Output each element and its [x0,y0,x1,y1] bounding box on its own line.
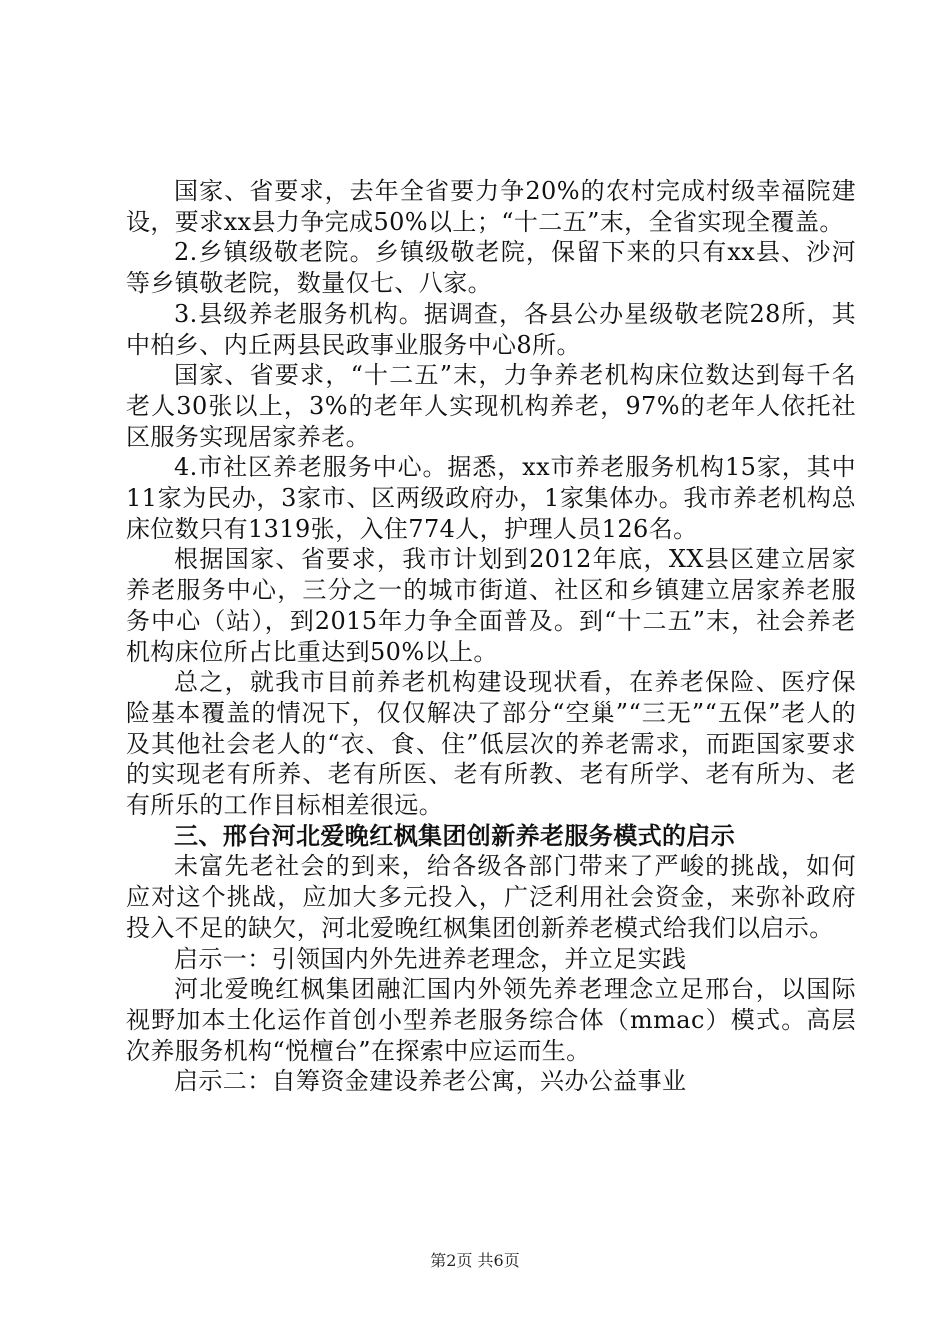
section-heading: 三、邢台河北爱晚红枫集团创新养老服务模式的启示 [174,821,736,850]
paragraph-county-institutions: 3.县级养老服务机构。据调查，各县公办星级敬老院28所，其中柏乡、内丘两县民政事业服务中心8所。 [126,299,856,359]
paragraph-summary: 总之，就我市目前养老机构建设现状看，在养老保险、医疗保险基本覆盖的情况下，仅仅解决了部分“空巢”“三无”“五保”老人的及其他社会老人的“衣、食、住”低层次的养老需求，而距国家要求的实现老有所养、老有所医、老有所教、老有所学、老有所为、老有所乐的工作目标相差很远。 [126,668,856,820]
paragraph-bed-targets: 国家、省要求，“十二五”末，力争养老机构床位数达到每千名老人30张以上，3%的老年人实现机构养老，97%的老年人依托社区服务实现居家养老。 [126,361,856,451]
paragraph-city-service-centers: 4.市社区养老服务中心。据悉，xx市养老服务机构15家，其中11家为民办，3家市、区两级政府办，1家集体办。我市养老机构总床位数只有1319张，入住774人，护理人员126名。 [126,453,856,543]
paragraph-challenge: 未富先老社会的到来，给各级各部门带来了严峻的挑战，如何应对这个挑战，应加大多元投入，广泛利用社会资金，来弥补政府投入不足的缺欠，河北爱晚红枫集团创新养老模式给我们以启示。 [126,852,856,942]
paragraph-village-requirement: 国家、省要求，去年全省要力争20%的农村完成村级幸福院建设，要求xx县力争完成50%以上；“十二五”末，全省实现全覆盖。 [126,177,856,236]
paragraph-township-nursing-homes: 2.乡镇级敬老院。乡镇级敬老院，保留下来的只有xx县、沙河等乡镇敬老院，数量仅七、八家。 [126,238,856,298]
document-body [126,176,856,1097]
paragraph-insight-two-title: 启示二：自筹资金建设养老公寓，兴办公益事业 [174,1067,687,1096]
paragraph-insight-one-body: 河北爱晚红枫集团融汇国内外领先养老理念立足邢台，以国际视野加本土化运作首创小型养老服务综合体（mmac）模式。高层次养服务机构“悦檀台”在探索中应运而生。 [126,975,856,1065]
paragraph-city-plan: 根据国家、省要求，我市计划到2012年底，XX县区建立居家养老服务中心，三分之一的城市街道、社区和乡镇建立居家养老服务中心（站），到2015年力争全面普及。到“十二五”末，社会养老机构床位所占比重达到50%以上。 [126,545,856,666]
page-number-footer: 第2页 共6页 [430,1251,520,1270]
paragraph-insight-one-title: 启示一：引领国内外先进养老理念，并立足实践 [174,944,687,973]
